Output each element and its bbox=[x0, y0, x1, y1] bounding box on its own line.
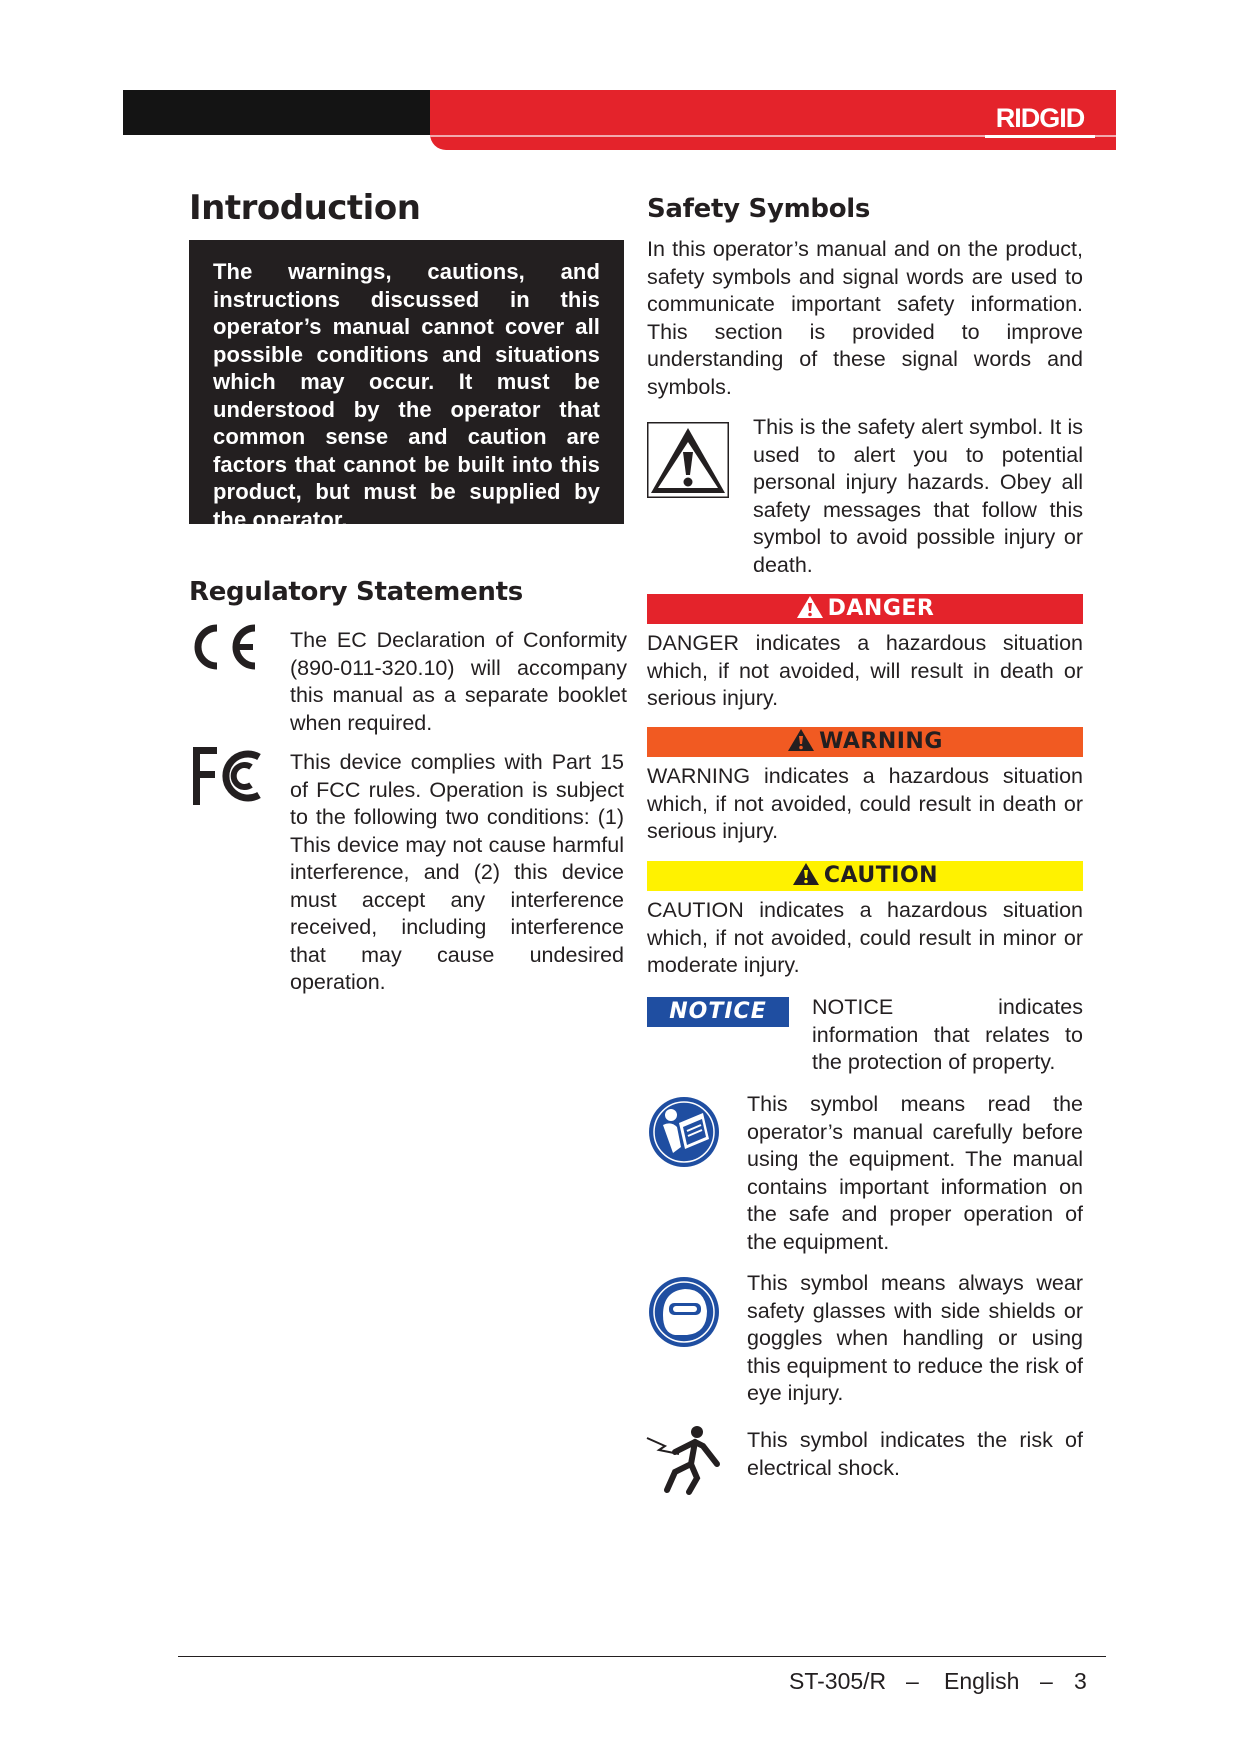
read-manual-text: This symbol means read the operator’s manual carefully before using the equipment. The manual contains important information on the safe and proper operation of the equipment. bbox=[747, 1092, 1083, 1254]
header-black-band bbox=[123, 90, 435, 135]
warning-label: WARNING bbox=[819, 729, 943, 754]
danger-description: DANGER indicates a hazardous situation which, if not avoided, will result in death or serious injury. bbox=[647, 631, 1083, 710]
warning-triangle-icon bbox=[796, 595, 824, 619]
warning-signal-bar bbox=[647, 727, 1083, 757]
safety-symbols-title: Safety Symbols bbox=[647, 194, 871, 224]
fcc-statement: This device complies with Part 15 of FCC rules. Operation is subject to the following two conditions: (1) This device may not cause harmful interference, and (2) this device must accept any interference received, including interference that may cause undesired operation. bbox=[290, 750, 624, 994]
read-manual-icon bbox=[647, 1095, 721, 1169]
danger-label: DANGER bbox=[827, 596, 935, 621]
warning-triangle-icon bbox=[792, 862, 820, 886]
electrical-shock-text: This symbol indicates the risk of electrical shock. bbox=[747, 1428, 1083, 1480]
introduction-box: The warnings, cautions, and instructions discussed in this operator’s manual cannot cover all possible conditions and situations which may occur. It must be understood by the operator that common sense and caution are factors that cannot be built into this product, but must be supplied by the operator. bbox=[189, 240, 624, 524]
ridgid-logo: RIDGID bbox=[985, 98, 1095, 138]
safety-glasses-icon bbox=[647, 1275, 721, 1349]
footer-language: English bbox=[944, 1668, 1020, 1694]
fcc-logo-icon bbox=[191, 745, 266, 807]
regulatory-title: Regulatory Statements bbox=[189, 577, 523, 607]
safety-alert-text: This is the safety alert symbol. It is used to alert you to potential personal injury hazards. Obey all safety messages that follow this symbol to avoid possible injury or death. bbox=[753, 415, 1083, 577]
safety-intro: In this operator’s manual and on the product, safety symbols and signal words are used to communicate important safety information. This section is provided to improve understanding of these signal words and symbols. bbox=[647, 237, 1083, 399]
page-number: 3 bbox=[1074, 1668, 1087, 1694]
warning-triangle-icon bbox=[787, 728, 815, 752]
safety-alert-icon bbox=[647, 422, 729, 498]
introduction-title: Introduction bbox=[189, 188, 421, 228]
footer-model: ST-305/R bbox=[789, 1668, 887, 1694]
caution-label: CAUTION bbox=[823, 863, 939, 888]
safety-glasses-text: This symbol means always wear safety glasses with side shields or goggles when handling or using this equipment to reduce the risk of eye injury. bbox=[747, 1271, 1083, 1405]
warning-description: WARNING indicates a hazardous situation which, if not avoided, could result in death or serious injury. bbox=[647, 764, 1083, 843]
footer-dash: – bbox=[1040, 1668, 1053, 1694]
ce-statement: The EC Declaration of Conformity (890-011-320.10) will accompany this manual as a separate booklet when required. bbox=[290, 628, 627, 735]
electrical-shock-icon bbox=[645, 1424, 725, 1496]
caution-signal-bar bbox=[647, 861, 1083, 891]
caution-description: CAUTION indicates a hazardous situation which, if not avoided, could result in minor or moderate injury. bbox=[647, 898, 1083, 977]
footer-divider bbox=[178, 1656, 1106, 1657]
ce-mark-icon bbox=[187, 622, 259, 672]
notice-label: NOTICE bbox=[647, 997, 789, 1027]
footer-dash: – bbox=[906, 1668, 919, 1694]
notice-description: NOTICE indicates information that relates to the protection of property. bbox=[812, 995, 1083, 1074]
danger-signal-bar bbox=[647, 594, 1083, 624]
